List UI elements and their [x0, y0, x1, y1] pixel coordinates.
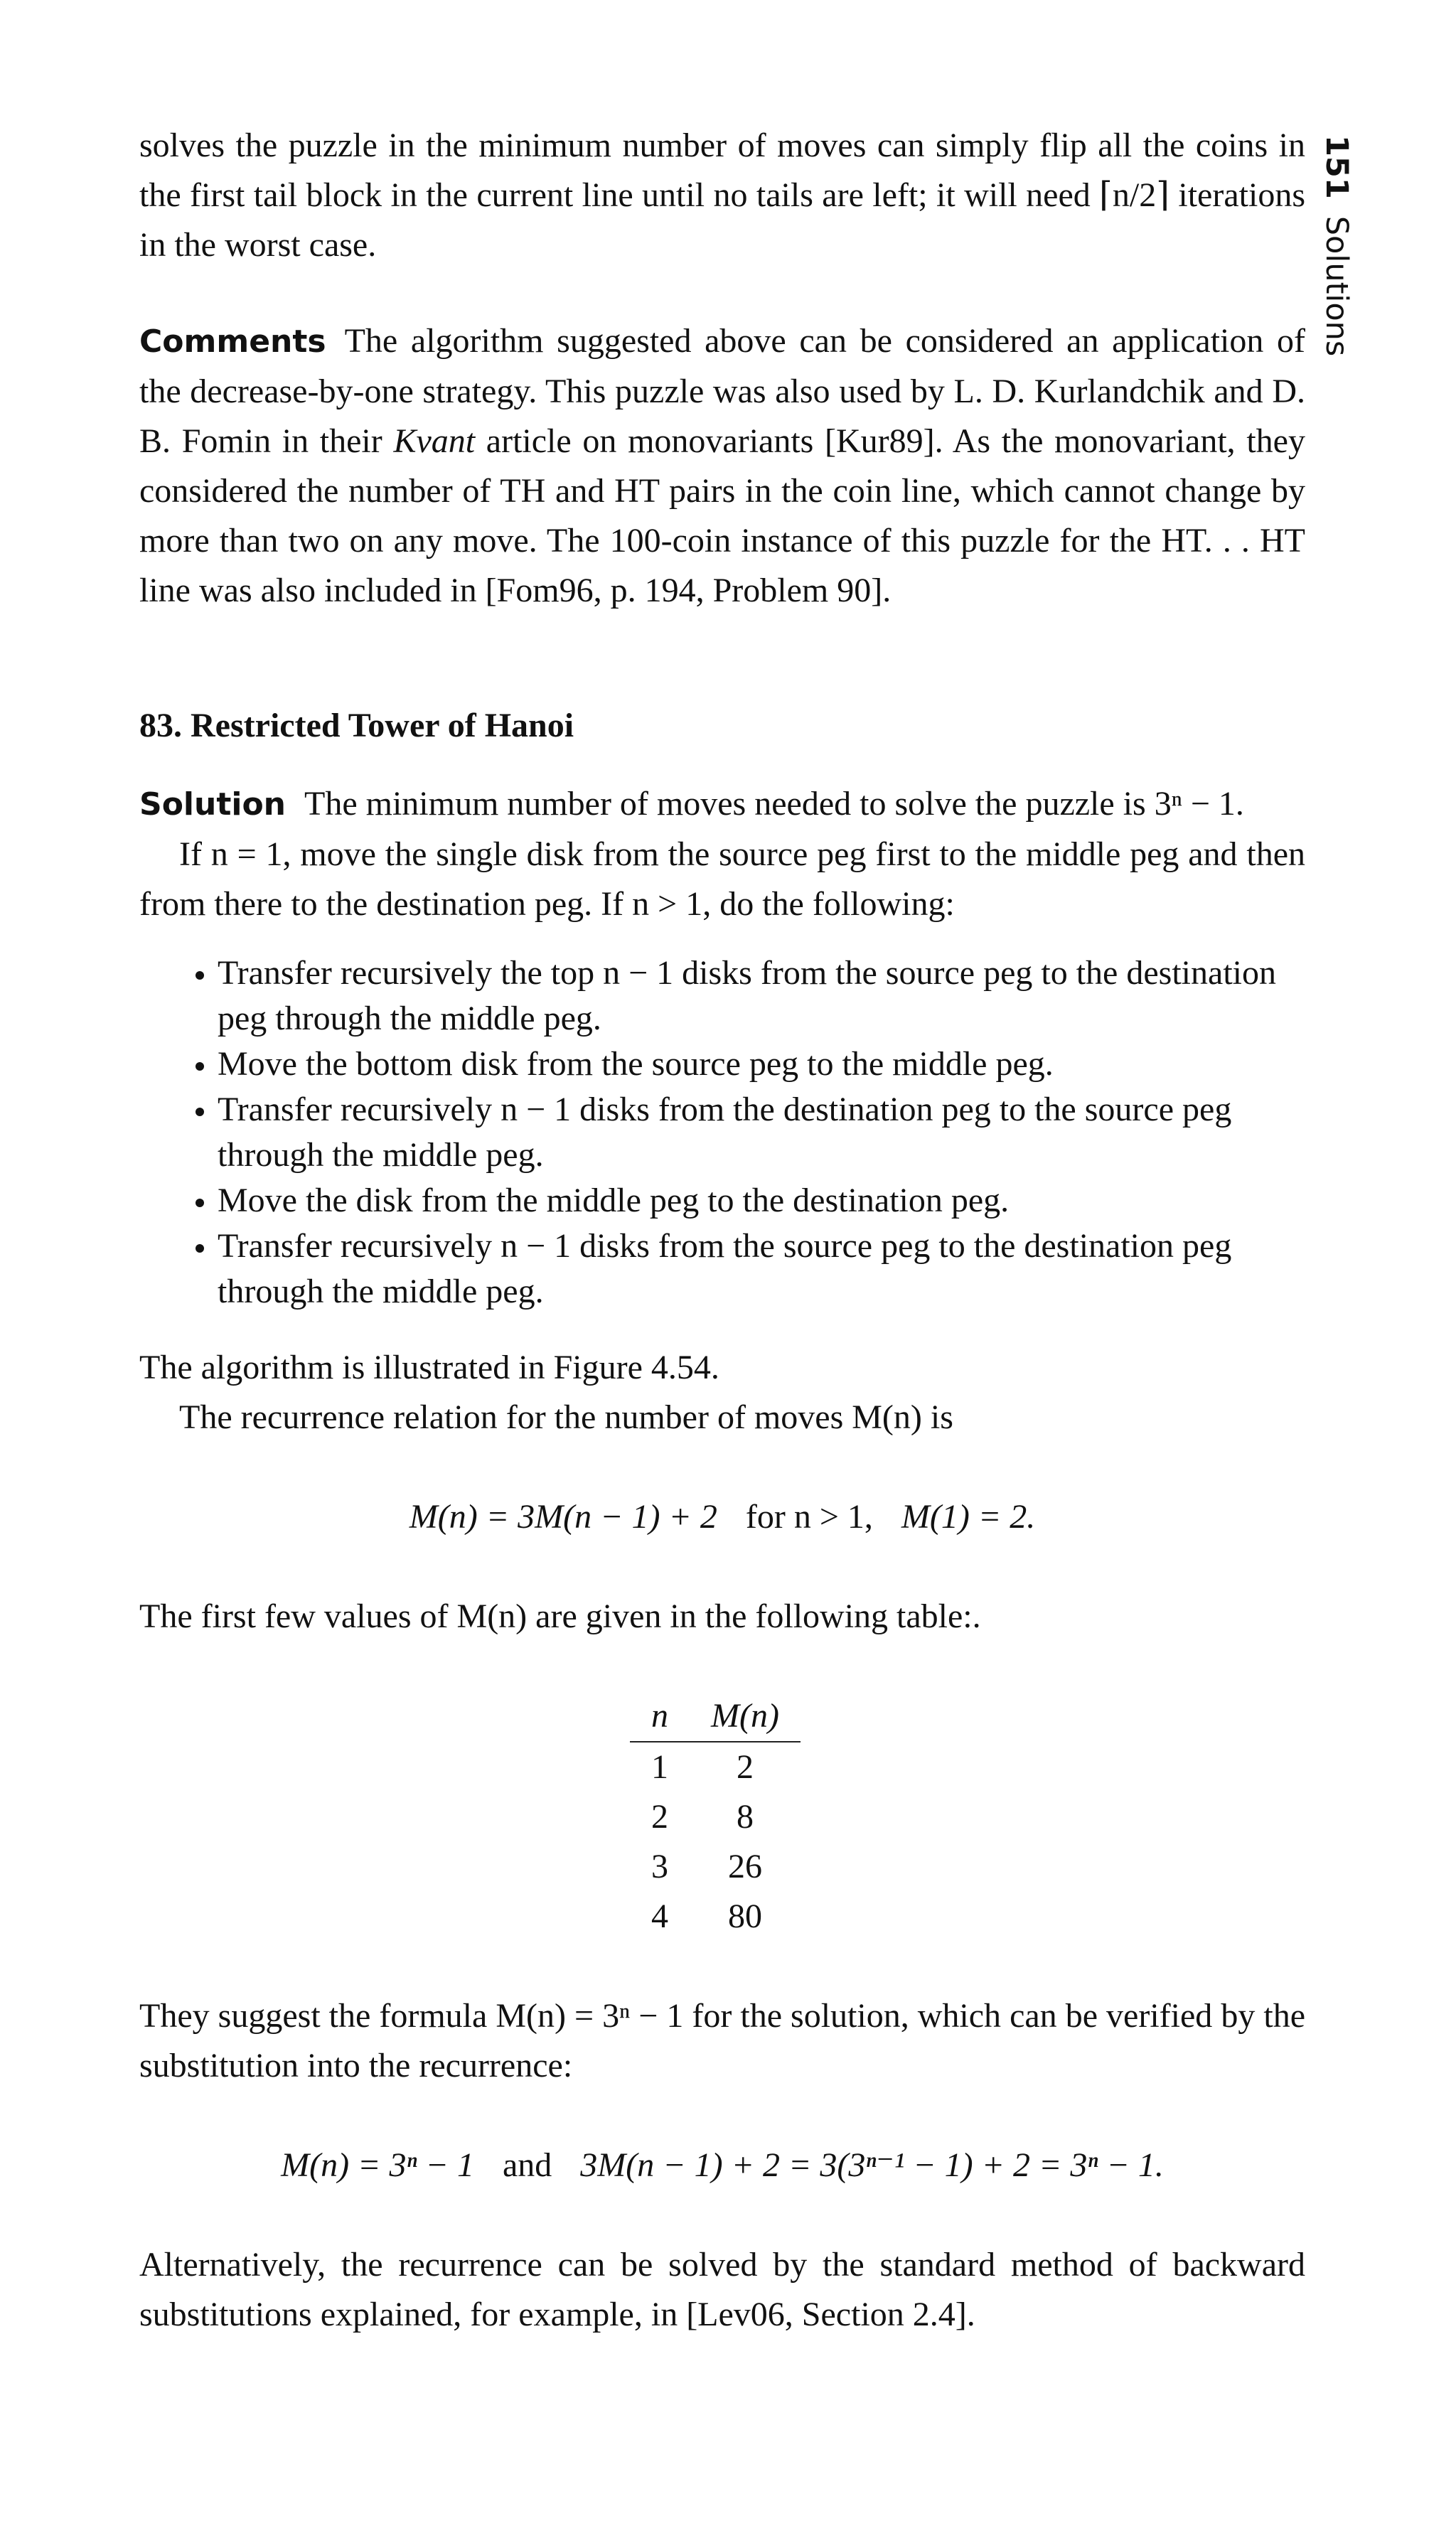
- recurrence-intro: The recurrence relation for the number of moves M(n) is: [179, 1398, 953, 1436]
- solution-label: Solution: [139, 786, 286, 823]
- table-cell: 2: [736, 1748, 754, 1786]
- table-cell: 26: [727, 1848, 762, 1885]
- comments-text-b: article on monovariants [Kur89]. As the monovariant, they considered the number of TH and HT pairs in the coin line, which cannot change by more than two on any move. The 100-coin instance of this puzzle for the HT. . . HT line was also included in [Fom96, p. 194, Problem 90].: [139, 422, 1305, 609]
- equation-initial: M(1) = 2.: [901, 1498, 1036, 1536]
- solution-paragraph: [139, 779, 1305, 830]
- table-cell: 8: [736, 1798, 754, 1836]
- verification-and: and: [502, 2146, 552, 2184]
- closing-paragraph: Alternatively, the recurrence can be solved by the standard method of backward substitutions explained, for example, in [Lev06, Section 2.4].: [139, 2246, 1305, 2333]
- recurrence-equation: [139, 1492, 1305, 1542]
- table-header-n: n: [630, 1691, 690, 1742]
- table-row: [630, 1842, 801, 1892]
- list-item: • Move the bottom disk from the source peg to the middle peg.: [218, 1042, 1305, 1087]
- table-cell: 3: [651, 1848, 668, 1885]
- list-item: • Move the disk from the middle peg to the destination peg.: [218, 1178, 1305, 1224]
- verification-right: 3M(n − 1) + 2 = 3(3ⁿ⁻¹ − 1) + 2 = 3ⁿ − 1.: [580, 2146, 1164, 2184]
- formula-paragraph: They suggest the formula M(n) = 3ⁿ − 1 for the solution, which can be verified by the substitution into the recurrence:: [139, 1997, 1305, 2084]
- table-header-mn: M(n): [690, 1691, 801, 1742]
- comments-label: Comments: [139, 323, 326, 360]
- kvant-title: Kvant: [393, 422, 476, 460]
- table-cell: 2: [651, 1798, 668, 1836]
- paragraph-continuation: solves the puzzle in the minimum number of moves can simply flip all the coins in the first tail block in the current line until no tails are left; it will need ⌈n/2⌉ iterations in the worst case.: [139, 127, 1305, 264]
- list-item: • Transfer recursively n − 1 disks from the source peg to the destination peg through the middle peg.: [218, 1224, 1305, 1315]
- section-name: Solutions: [1319, 215, 1354, 357]
- table-cell: 80: [727, 1897, 762, 1935]
- solution-text: The minimum number of moves needed to solve the puzzle is 3ⁿ − 1.: [304, 785, 1244, 823]
- table-intro: The first few values of M(n) are given in the following table:.: [139, 1597, 981, 1635]
- verification-equation: [139, 2141, 1305, 2190]
- page-body: [139, 121, 1305, 2340]
- steps-list: [139, 951, 1305, 1315]
- equation-left: M(n) = 3M(n − 1) + 2: [409, 1498, 717, 1536]
- table-row: [630, 1892, 801, 1942]
- comments-text-a: The algorithm suggested above can be considered an application of the decrease-by-one strategy. This puzzle was also used by L. D. Kurlandchik and D. B. Fomin in their: [139, 322, 1305, 460]
- section-heading: 83. Restricted Tower of Hanoi: [139, 707, 574, 744]
- solution-cases: If n = 1, move the single disk from the source peg first to the middle peg and then from there to the destination peg. If n > 1, do the following:: [139, 835, 1305, 923]
- list-item: • Transfer recursively n − 1 disks from the destination peg to the source peg through the middle peg.: [218, 1087, 1305, 1178]
- table-row: [630, 1742, 801, 1792]
- verification-left: M(n) = 3ⁿ − 1: [281, 2146, 474, 2184]
- comments-paragraph: [139, 316, 1305, 616]
- values-table: [630, 1691, 801, 1942]
- page-number: 151: [1319, 135, 1354, 199]
- running-header: [1319, 135, 1354, 356]
- table-row: [630, 1792, 801, 1842]
- figure-reference: The algorithm is illustrated in Figure 4.54.: [139, 1349, 719, 1386]
- table-cell: 1: [651, 1748, 668, 1786]
- list-item: • Transfer recursively the top n − 1 disks from the source peg to the destination peg through the middle peg.: [218, 951, 1305, 1042]
- equation-condition: for n > 1,: [745, 1498, 873, 1536]
- table-cell: 4: [651, 1897, 668, 1935]
